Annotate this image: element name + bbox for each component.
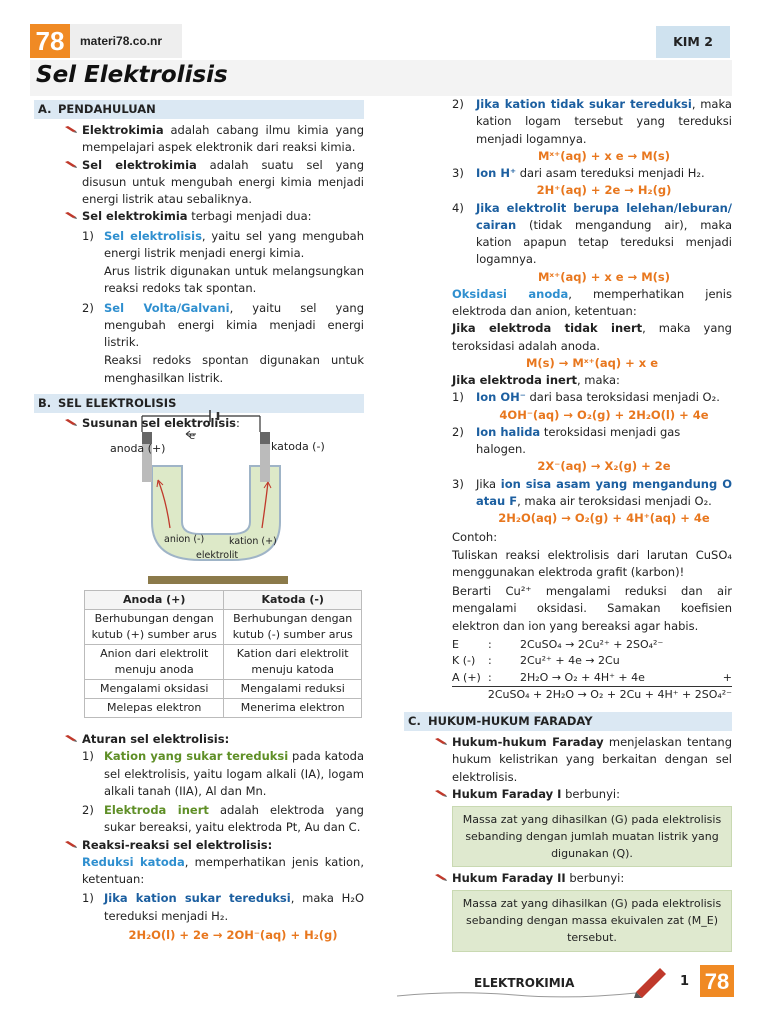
faraday-1-box: Massa zat yang dihasilkan (G) pada elektrolisis sebanding dengan jumlah muatan listrik yang digunakan (Q). [452, 806, 732, 867]
footer-logo: 78 [700, 965, 734, 997]
pencil-icon [64, 418, 78, 427]
table-row: Mengalami oksidasi Mengalami reduksi [85, 679, 362, 698]
left-column [34, 100, 364, 432]
electron-label: e [189, 431, 196, 442]
cation-label: kation (+) [229, 536, 277, 547]
page-title: Sel Elektrolisis [36, 62, 228, 88]
rules-block [62, 731, 364, 944]
reaction-row: K (-) : 2Cu²⁺ + 4e → 2Cu [452, 654, 620, 668]
reaction-list [452, 637, 732, 704]
list-item: 1) Jika kation sukar tereduksi, maka H₂O tereduksi menjadi H₂. [82, 891, 364, 923]
section-c-header: C. HUKUM-HUKUM FARADAY [404, 712, 732, 731]
list-item: 2) Ion halida teroksidasi menjadi gas halogen. [452, 424, 681, 456]
list-item: Hukum Faraday I berbunyi: [432, 786, 732, 803]
right-column [452, 96, 732, 704]
electrolyte-label: elektrolit [196, 550, 239, 561]
pencil-icon [64, 160, 78, 169]
table-row: Melepas elektron Menerima elektron [85, 698, 362, 717]
pencil-icon [64, 125, 78, 134]
site-url[interactable]: materi78.co.nr [80, 34, 163, 48]
table-row: Anion dari elektrolit menuju anoda Kation dari elektrolit menuju katoda [85, 644, 362, 679]
list-item: 3) Jika ion sisa asam yang mengandung O atau F, maka air teroksidasi menjadi O₂. [452, 476, 732, 508]
equation: Mˣ⁺(aq) + x e → M(s) [537, 148, 671, 163]
anion-label: anion (-) [164, 534, 205, 545]
anode-label: anoda (+) [110, 442, 166, 455]
section-b-header: B. SEL ELEKTROLISIS [34, 394, 364, 413]
subject-badge: KIM 2 [656, 26, 730, 58]
section-a-header: A. PENDAHULUAN [34, 100, 364, 119]
list-item: 3) Ion H⁺ dari asam tereduksi menjadi H₂. [452, 166, 705, 180]
list-item: Elektrokimia adalah cabang ilmu kimia yang mempelajari aspek elektronik dari reaksi kimia. [62, 122, 364, 157]
site-logo: 78 [30, 24, 70, 58]
pencil-icon [632, 962, 672, 998]
example-answer: Berarti Cu²⁺ mengalami reduksi dan air mengalami oksidasi. Samakan koefisien elektron dan ion yang bereaksi agar habis. [452, 584, 732, 633]
faraday-2-box: Massa zat yang dihasilkan (G) pada elektrolisis sebanding dengan massa ekuivalen zat (M_E) tersebut. [452, 890, 732, 951]
equation: M(s) → Mˣ⁺(aq) + x e [525, 355, 659, 370]
equation: 2X⁻(aq) → X₂(g) + 2e [537, 459, 671, 474]
pencil-icon [64, 840, 78, 849]
list-item: 4) Jika elektrolit berupa lelehan/leburan/ cairan (tidak mengandung air), maka kation apapun tetap tereduksi menjadi logamnya. [452, 200, 732, 267]
cathode-label: katoda (-) [271, 440, 325, 453]
example-label: Contoh: [452, 530, 498, 545]
list-item: 1) Ion OH⁻ dari basa teroksidasi menjadi O₂. [452, 390, 720, 405]
equation: 2H⁺(aq) + 2e → H₂(g) [536, 183, 672, 198]
table-header: Anoda (+) [85, 591, 224, 610]
list-item: Susunan sel elektrolisis: [62, 415, 364, 432]
list-item: Hukum Faraday II berbunyi: [432, 870, 732, 887]
table-header: Katoda (-) [224, 591, 362, 610]
table-row: Berhubungan dengan kutub (+) sumber arus Berhubungan dengan kutub (-) sumber arus [85, 609, 362, 644]
list-item: 2) Jika kation tidak sukar tereduksi, maka kation logam tersebut yang tereduksi menjadi logamnya. [452, 97, 732, 146]
site-header [30, 24, 182, 58]
equation: 4OH⁻(aq) → O₂(g) + 2H₂O(l) + 4e [499, 407, 709, 422]
list-item: Aturan sel elektrolisis: [62, 731, 364, 748]
list-item: Reaksi-reaksi sel elektrolisis: [62, 837, 364, 854]
reduction-text: Reduksi katoda, memperhatikan jenis kation, ketentuan: [82, 854, 364, 886]
reaction-row: E : 2CuSO₄ → 2Cu²⁺ + 2SO₄²⁻ [452, 637, 664, 651]
reaction-row: A (+) : 2H₂O → O₂ + 4H⁺ + 4e + [452, 670, 732, 684]
oxidation-text: Oksidasi anoda, memperhatikan jenis elektroda dan anion, ketentuan: [452, 286, 732, 318]
list-item: Sel elektrokimia terbagi menjadi dua: [62, 208, 364, 225]
pencil-icon [434, 789, 448, 798]
anode-cathode-table [84, 590, 362, 718]
footer-label: ELEKTROKIMIA [474, 976, 575, 990]
equation: 2H₂O(aq) → O₂(g) + 4H⁺(aq) + 4e [498, 511, 710, 525]
reaction-total: 2CuSO₄ + 2H₂O → O₂ + 2Cu + 4H⁺ + 2SO₄²⁻ [452, 686, 732, 704]
list-item: 1) Kation yang sukar tereduksi pada katoda sel elektrolisis, yaitu logam alkali (IA), logam alkali tanah (IIA), Al dan Mn. [82, 749, 364, 798]
pencil-icon [434, 737, 448, 746]
list-item: Sel elektrokimia adalah suatu sel yang disusun untuk mengubah energi kimia menjadi energi listrik atau sebaliknya. [62, 157, 364, 209]
inert-text: Jika elektroda inert, maka: [452, 373, 620, 387]
example-question: Tuliskan reaksi elektrolisis dari larutan CuSO₄ menggunakan elektroda grafit (karbon)! [452, 547, 732, 579]
pencil-icon [64, 734, 78, 743]
list-item: 1) Sel elektrolisis, yaitu sel yang mengubah energi listrik menjadi energi kimia. Arus listrik digunakan untuk melangsungkan reaksi redoks tak spontan. [82, 228, 364, 296]
equation: 2H₂O(l) + 2e → 2OH⁻(aq) + H₂(g) [128, 927, 338, 942]
list-item: 2) Elektroda inert adalah elektroda yang sukar bereaksi, yaitu elektroda Pt, Au dan C. [82, 803, 364, 835]
list-item: Hukum-hukum Faraday menjelaskan tentang hukum kelistrikan yang berkaitan dengan sel elektrolisis. [432, 734, 732, 786]
pencil-icon [434, 873, 448, 882]
page-number: 1 [680, 974, 690, 989]
not-inert-text: Jika elektroda tidak inert, maka yang teroksidasi adalah anoda. [452, 321, 732, 353]
section-c [404, 712, 732, 952]
list-item: 2) Sel Volta/Galvani, yaitu sel yang mengubah energi kimia menjadi energi listrik. Reaksi redoks spontan digunakan untuk menghasilkan listrik. [82, 300, 364, 385]
equation: Mˣ⁺(aq) + x e → M(s) [537, 269, 671, 284]
pencil-icon [64, 211, 78, 220]
